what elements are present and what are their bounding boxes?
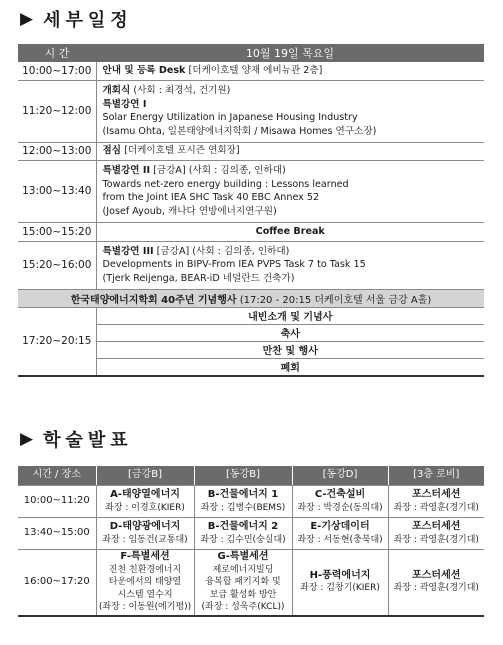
schedule-content xyxy=(96,241,484,289)
academic-title-text: 학술발표 xyxy=(43,430,133,451)
schedule-row xyxy=(18,142,484,160)
session-row xyxy=(18,550,484,616)
content-line: (Isamu Ohta, 일본태양에너지학회 / Misawa Homes 연구소장) xyxy=(102,125,377,137)
content-line: 특별강연 III [금강A] (사회 : 김의종, 인하대) xyxy=(102,245,290,257)
schedule-header-row xyxy=(18,44,484,62)
schedule-time: 12:00~13:00 xyxy=(18,142,96,160)
session-cell: D-태양광에너지 좌장 : 임동건(교통대) xyxy=(96,518,194,550)
event-time: 17:20~20:15 xyxy=(18,307,96,376)
schedule-content xyxy=(96,142,484,160)
content-line: (Josef Ayoub, 캐나다 연방에너지연구원) xyxy=(102,205,277,217)
header-cell: [3층 로비] xyxy=(388,466,484,486)
session-cell: B-건물에너지 2 좌장 : 김수민(숭실대) xyxy=(194,518,292,550)
session-cell: B-건물에너지 1 좌장 : 김병수(BEMS) xyxy=(194,486,292,518)
session-cell: C-건축설비 좌장 : 박경순(동의대) xyxy=(292,486,388,518)
schedule-time: 13:00~13:40 xyxy=(18,160,96,222)
triangle-bullet-icon: ▶ xyxy=(20,9,34,29)
content-line: 개회식 (사회 : 최경석, 건기원) xyxy=(102,85,231,96)
header-cell: [금강B] xyxy=(96,466,194,486)
session-row xyxy=(18,518,484,550)
content-line: 안내 및 등록 Desk [더케이호텔 양재 에비뉴관 2층] xyxy=(102,65,323,76)
academic-header-row xyxy=(18,466,484,486)
schedule-time: 10:00~17:00 xyxy=(18,62,96,80)
header-cell: [동강D] xyxy=(292,466,388,486)
header-cell: 시간 / 장소 xyxy=(18,466,96,486)
session-row xyxy=(18,486,484,518)
anniversary-text: 한국태양에너지학회 40주년 기념행사 (17:20 - 20:15 더케이호텔 서울 금강 A홀) xyxy=(18,289,484,307)
time-header: 시 간 xyxy=(18,44,96,62)
session-cell: 포스터세션 좌장 : 곽영훈(경기대) xyxy=(388,518,484,550)
content-line: from the Joint IEA SHC Task 40 EBC Annex 52 xyxy=(102,192,320,203)
academic-table xyxy=(18,466,484,617)
schedule-content xyxy=(96,160,484,222)
date-header: 10월 19일 목요일 xyxy=(96,44,484,62)
event-item: 만찬 및 행사 xyxy=(96,341,484,358)
event-row xyxy=(18,307,484,324)
schedule-time: 15:20~16:00 xyxy=(18,241,96,289)
session-cell: E-기상데이터 좌장 : 서동현(충북대) xyxy=(292,518,388,550)
session-time: 16:00~17:20 xyxy=(18,550,96,616)
session-cell: 포스터세션 좌장 : 곽영훈(경기대) xyxy=(388,550,484,616)
session-time: 13:40~15:00 xyxy=(18,518,96,550)
coffee-break: Coffee Break xyxy=(96,222,484,241)
content-line: Developments in BIPV-From IEA PVPS Task 7 to Task 15 xyxy=(102,259,366,271)
content-line: (Tjerk Reijenga, BEAR-iD 네덜란드 건축가) xyxy=(102,272,295,284)
session-cell: 포스터세션 좌장 : 곽영훈(경기대) xyxy=(388,486,484,518)
anniversary-band xyxy=(18,289,484,307)
content-line: 특별강연 I xyxy=(102,98,147,110)
content-line: Towards net-zero energy building : Lessons learned xyxy=(102,178,349,190)
schedule-content xyxy=(96,62,484,80)
session-cell: F-특별세션 진천 친환경에너지 타운에서의 태양열 시스템 열수지 (좌장 : 이동원(에기평)) xyxy=(96,550,194,616)
schedule-row xyxy=(18,241,484,289)
schedule-time: 15:00~15:20 xyxy=(18,222,96,241)
session-cell: H-풍력에너지 좌장 : 김창기(KIER) xyxy=(292,550,388,616)
triangle-bullet-icon: ▶ xyxy=(20,429,34,449)
content-line: 점심 [더케이호텔 포시즌 연회장] xyxy=(102,145,240,157)
schedule-content xyxy=(96,80,484,142)
schedule-section-title xyxy=(20,4,133,34)
event-item: 축사 xyxy=(96,324,484,341)
content-line: 특별강연 II [금강A] (사회 : 김의종, 인하대) xyxy=(102,165,286,176)
event-item: 내빈소개 및 기념사 xyxy=(96,307,484,324)
content-line: Solar Energy Utilization in Japanese Housing Industry xyxy=(102,112,358,123)
session-cell: G-특별세션 제로에너지빌딩 융복합 패키지화 및 보급 활성화 방안 (좌장 : 성욱주(KCL)) xyxy=(194,550,292,616)
schedule-table xyxy=(18,44,484,377)
header-cell: [동강B] xyxy=(194,466,292,486)
event-item: 폐회 xyxy=(96,358,484,376)
schedule-row xyxy=(18,222,484,241)
schedule-row xyxy=(18,160,484,222)
schedule-row xyxy=(18,80,484,142)
schedule-time: 11:20~12:00 xyxy=(18,80,96,142)
session-time: 10:00~11:20 xyxy=(18,486,96,518)
schedule-row xyxy=(18,62,484,80)
academic-section-title xyxy=(20,424,133,454)
session-cell: A-태양열에너지 좌장 : 이경호(KIER) xyxy=(96,486,194,518)
schedule-title-text: 세부일정 xyxy=(43,10,133,31)
